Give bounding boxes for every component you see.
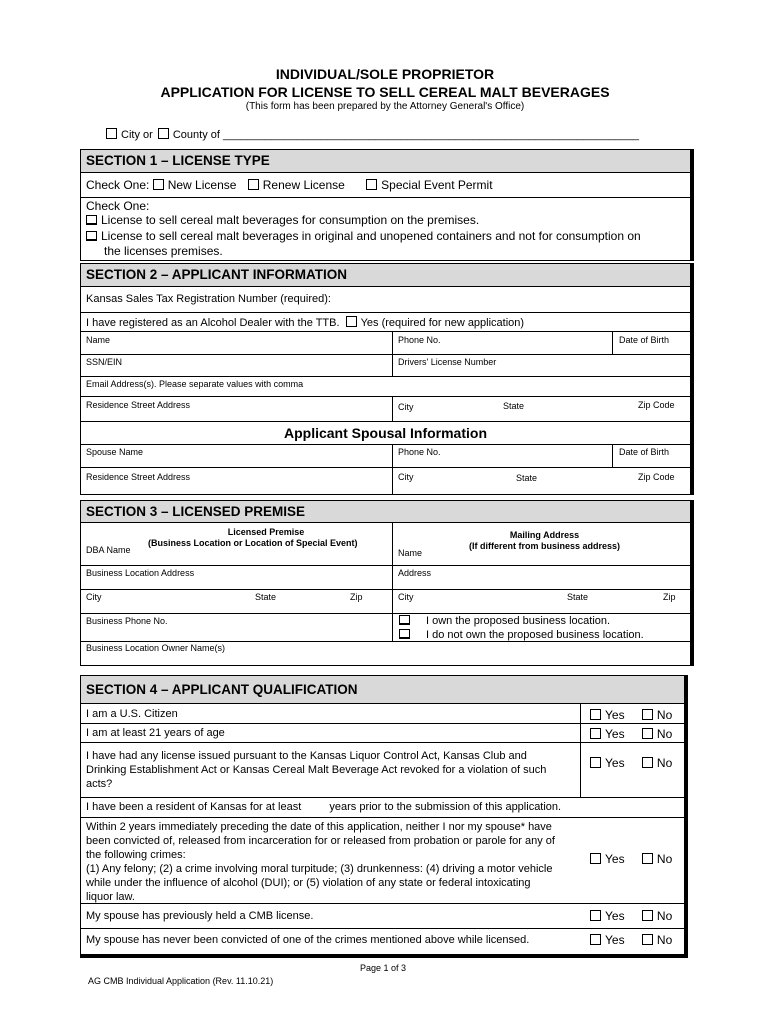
spouse-residence-label: Residence Street Address (86, 472, 191, 482)
q-convictions-line3: the following crimes: (86, 849, 186, 861)
own-checkbox[interactable] (399, 615, 410, 625)
ssn-label: SSN/EIN (86, 357, 123, 367)
citizen-answers (590, 708, 672, 722)
spouse-never-yes-checkbox[interactable] (590, 934, 601, 945)
own-option (399, 615, 610, 627)
section3-heading: SECTION 3 – LICENSED PREMISE (80, 500, 691, 523)
owner-names-label: Business Location Owner Name(s) (86, 643, 226, 653)
section2-heading: SECTION 2 – APPLICANT INFORMATION (80, 263, 691, 287)
zip-label-2: Zip Code (638, 400, 675, 410)
section1-heading: SECTION 1 – LICENSE TYPE (80, 149, 691, 173)
section4-heading: SECTION 4 – APPLICANT QUALIFICATION (80, 675, 685, 704)
spouse-cmb-no-label: No (656, 909, 673, 923)
revoked-yes-checkbox[interactable] (590, 757, 601, 768)
drivers-license-label: Drivers' License Number (398, 357, 497, 367)
form-id: AG CMB Individual Application (Rev. 11.10.21) (88, 976, 274, 986)
spouse-never-yes-label: Yes (605, 933, 625, 947)
convictions-no-label: No (656, 852, 673, 866)
spouse-cmb-yes-checkbox[interactable] (590, 910, 601, 921)
jurisdiction-line (106, 128, 639, 141)
form-title-2: APPLICATION FOR LICENSE TO SELL CEREAL MALT BEVERAGES (160, 84, 610, 100)
age-no-label: No (656, 727, 673, 741)
license-type-options (86, 178, 493, 192)
q-revoked-line2: Drinking Establishment Act or Kansas Cereal Malt Beverage Act revoked for a violation of such (86, 764, 547, 776)
spouse-never-no-checkbox[interactable] (642, 934, 653, 945)
city-label: City or (121, 129, 153, 141)
spouse-cmb-answers (590, 909, 672, 923)
citizen-no-label: No (656, 708, 673, 722)
business-state-label: State (255, 592, 277, 602)
q-revoked-line1: I have had any license issued pursuant to the Kansas Liquor Control Act, Kansas Club and (86, 750, 527, 762)
new-license-checkbox[interactable] (153, 179, 164, 190)
citizen-no-checkbox[interactable] (642, 709, 653, 720)
ttb-yes-label: Yes (required for new application) (360, 317, 525, 329)
phone-label: Phone No. (398, 335, 441, 345)
citizen-yes-label: Yes (605, 708, 625, 722)
check-one-label: Check One: (86, 178, 150, 192)
special-event-checkbox[interactable] (366, 179, 377, 190)
q-residency-part1: I have been a resident of Kansas for at least (86, 801, 302, 813)
q-revoked (86, 749, 546, 791)
form-title-1: INDIVIDUAL/SOLE PROPRIETOR (275, 66, 495, 82)
age-yes-checkbox[interactable] (590, 728, 601, 739)
city-checkbox[interactable] (106, 128, 117, 139)
mailing-address-sub: (If different from business address) (468, 541, 621, 551)
mailing-city-label: City (398, 592, 414, 602)
q-convictions-line1: Within 2 years immediately preceding the date of this application, neither I nor my spouse* have (86, 821, 552, 833)
off-premises-label-cont: the licenses premises. (104, 244, 223, 258)
ttb-yes-checkbox[interactable] (346, 316, 357, 327)
own-label: I own the proposed business location. (426, 615, 611, 627)
ttb-line (86, 316, 524, 329)
spouse-cmb-no-checkbox[interactable] (642, 910, 653, 921)
email-label: Email Address(s). Please separate values with comma (86, 379, 304, 389)
q-age: I am at least 21 years of age (86, 727, 225, 739)
spouse-state-label: State (516, 473, 538, 483)
state-label-2: State (503, 401, 525, 411)
business-city-label: City (86, 592, 102, 602)
on-premises-label: License to sell cereal malt beverages for consumption on the premises. (101, 213, 480, 227)
q-spouse-cmb: My spouse has previously held a CMB license. (86, 910, 314, 922)
spouse-name-label: Spouse Name (86, 447, 144, 457)
age-answers (590, 727, 672, 741)
citizen-yes-checkbox[interactable] (590, 709, 601, 720)
age-no-checkbox[interactable] (642, 728, 653, 739)
convictions-no-checkbox[interactable] (642, 853, 653, 864)
mailing-zip-label: Zip (663, 592, 676, 602)
not-own-label: I do not own the proposed business location. (426, 629, 644, 641)
renew-license-label: Renew License (262, 178, 345, 192)
off-premises-option (86, 229, 641, 243)
off-premises-label: License to sell cereal malt beverages in original and unopened containers and not for consumption on (101, 229, 641, 243)
on-premises-checkbox[interactable] (86, 215, 97, 225)
q-citizen: I am a U.S. Citizen (86, 708, 178, 720)
dob-label: Date of Birth (619, 335, 670, 345)
licensed-premise-title: Licensed Premise (227, 527, 305, 537)
dba-name-label: DBA Name (86, 545, 131, 555)
residence-address-label: Residence Street Address (86, 400, 191, 410)
revoked-answers (590, 756, 672, 770)
not-own-checkbox[interactable] (399, 629, 410, 639)
q-residency (86, 801, 561, 813)
q-convictions-line5: while under the influence of alcohol (DUI); or (5) violation of any state or federal intoxicating (86, 877, 531, 889)
convictions-yes-label: Yes (605, 852, 625, 866)
renew-license-checkbox[interactable] (248, 179, 259, 190)
revoked-no-checkbox[interactable] (642, 757, 653, 768)
spouse-cmb-yes-label: Yes (605, 909, 625, 923)
not-own-option (399, 629, 644, 641)
q-spouse-never: My spouse has never been convicted of one of the crimes mentioned above while licensed. (86, 934, 530, 946)
special-event-label: Special Event Permit (381, 178, 493, 192)
mailing-state-label: State (567, 592, 589, 602)
spouse-city-label: City (398, 472, 414, 482)
convictions-yes-checkbox[interactable] (590, 853, 601, 864)
licensed-premise-sub: (Business Location or Location of Special Event) (148, 538, 358, 548)
q-convictions-line2: been convicted of, released from incarceration for or released from probation or parole for any of (86, 835, 555, 847)
spouse-never-answers (590, 933, 672, 947)
revoked-no-label: No (656, 756, 673, 770)
ttb-label: I have registered as an Alcohol Dealer with the TTB. (86, 317, 340, 329)
mailing-address-title: Mailing Address (509, 530, 580, 540)
new-license-label: New License (167, 178, 237, 192)
q-revoked-line3: acts? (86, 778, 113, 790)
spouse-never-no-label: No (656, 933, 673, 947)
off-premises-checkbox[interactable] (86, 231, 97, 241)
q-convictions-line6: liquor law. (86, 891, 135, 903)
q-convictions-line4: (1) Any felony; (2) a crime involving moral turpitude; (3) drunkenness: (4) driving a motor vehicle (86, 863, 553, 875)
revoked-yes-label: Yes (605, 756, 625, 770)
form-subtitle: (This form has been prepared by the Attorney General's Office) (245, 101, 525, 112)
tax-reg-label: Kansas Sales Tax Registration Number (required): (86, 293, 331, 305)
city-label-2: City (398, 402, 414, 412)
spouse-zip-label: Zip Code (638, 472, 675, 482)
mailing-name-label: Name (398, 548, 423, 558)
premises-option (86, 213, 479, 227)
check-one-2-label: Check One: (86, 199, 150, 213)
age-yes-label: Yes (605, 727, 625, 741)
applicant-grid (80, 331, 691, 495)
q-residency-part2: years prior to the submission of this application. (329, 801, 562, 813)
county-label: County of ____________________________________________________________________ (172, 129, 639, 141)
name-label: Name (86, 335, 111, 345)
spousal-info-heading: Applicant Spousal Information (283, 425, 487, 441)
business-phone-label: Business Phone No. (86, 616, 168, 626)
business-zip-label: Zip (350, 592, 363, 602)
business-address-label: Business Location Address (86, 568, 195, 578)
convictions-answers (590, 852, 672, 866)
county-checkbox[interactable] (158, 128, 169, 139)
page-number: Page 1 of 3 (360, 963, 407, 973)
q-convictions (86, 820, 555, 904)
mailing-address-label: Address (398, 568, 432, 578)
spouse-dob-label: Date of Birth (619, 447, 670, 457)
spouse-phone-label: Phone No. (398, 447, 441, 457)
